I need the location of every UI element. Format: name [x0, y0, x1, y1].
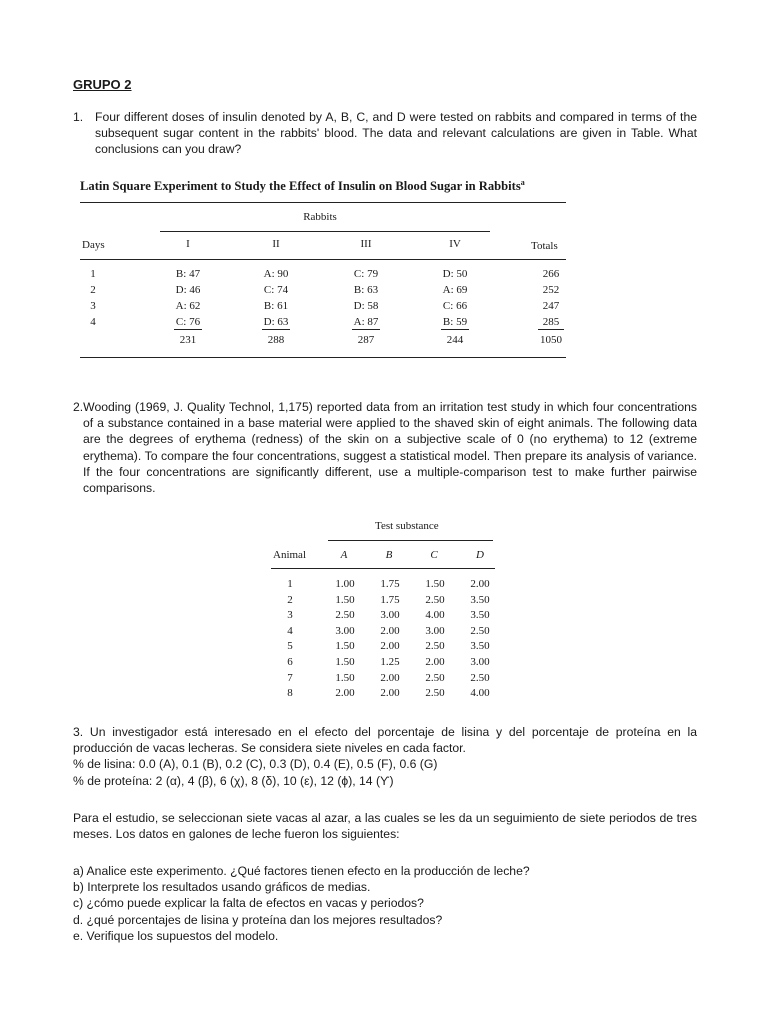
table-2-cell: 1.75: [380, 578, 400, 590]
table-1-header-rule: [80, 259, 566, 260]
table-2-cell: 2.00: [380, 624, 400, 637]
table-2-cell: 2.50: [470, 624, 490, 637]
table-1-cell: A: 90: [263, 268, 289, 280]
table-2-cell: 2.00: [470, 578, 490, 590]
table-1-day: 1: [90, 268, 96, 280]
table-2-group-rule: [328, 540, 493, 541]
table-1-cell: C: 74: [263, 284, 289, 296]
table-1-cell: B: 59: [442, 316, 468, 328]
question-3-item-d: d. ¿qué porcentajes de lisina y proteína dan los mejores resultados?: [73, 912, 443, 927]
table-1-day: 3: [90, 300, 96, 312]
question-3-protein-levels: % de proteína: 2 (α), 4 (β), 6 (χ), 8 (δ), 10 (ε), 12 (ϕ), 14 (ϒ): [73, 773, 394, 788]
table-1-title: [80, 178, 525, 194]
table-1-cell: C: 66: [442, 300, 468, 312]
question-3: [73, 724, 697, 789]
table-1-row-total: 285: [542, 316, 560, 328]
table-1-column-2: [254, 266, 298, 330]
table-2-cell: 3.50: [470, 609, 490, 622]
table-2-animal: 1: [287, 578, 293, 590]
table-2-cell: 2.50: [425, 687, 445, 700]
table-2-cell: 3.00: [335, 624, 355, 637]
table-2-cell: 1.75: [380, 593, 400, 606]
table-2-animal: 4: [287, 624, 293, 637]
table-2-cell: 1.50: [425, 578, 445, 590]
table-2-column-a: [328, 577, 362, 702]
question-3-items: [73, 863, 697, 944]
table-1-row-total: 247: [542, 300, 560, 312]
table-1-col-total-3: 287: [357, 334, 375, 346]
table-2-group-header: Test substance: [375, 520, 439, 532]
table-1-col-header-2: II: [272, 238, 280, 250]
table-1-bottom-rule: [80, 357, 566, 358]
question-1: [73, 109, 697, 158]
table-2-cell: 1.50: [335, 593, 355, 606]
table-1-cell: B: 61: [263, 300, 289, 312]
question-1-text: Four different doses of insulin denoted by A, B, C, and D were tested on rabbits and compared in terms of the subsequent sugar content in the rabbits' blood. The data and relevant calculations are given in Table. What conclusions can you draw?: [95, 110, 697, 157]
table-2-col-header-c: C: [430, 549, 438, 561]
question-2: [73, 399, 697, 496]
table-1-title-footnote-mark: a: [520, 178, 525, 187]
table-1-sum-rule-3: [352, 329, 380, 330]
table-1-cell: A: 69: [442, 284, 468, 296]
table-2-cell: 2.00: [335, 687, 355, 700]
table-2-animal-header: Animal: [273, 549, 306, 561]
table-1-totals-header: Totals: [531, 240, 558, 252]
table-1-cell: D: 50: [442, 268, 468, 280]
table-2-col-header-a: A: [340, 549, 348, 561]
table-2-animal: 7: [287, 671, 293, 684]
table-1-cell: D: 46: [175, 284, 201, 296]
table-1-row-totals: [533, 266, 569, 330]
group-heading: GRUPO 2: [73, 77, 132, 92]
table-2-animal: 8: [287, 687, 293, 700]
table-2-cell: 1.00: [335, 578, 355, 590]
table-1-col-total-1: 231: [179, 334, 197, 346]
table-1-sum-rule-4: [441, 329, 469, 330]
table-2-col-header-b: B: [385, 549, 393, 561]
table-1-title-text: Latin Square Experiment to Study the Effect of Insulin on Blood Sugar in Rabbits: [80, 179, 521, 194]
table-1-cell: C: 79: [353, 268, 379, 280]
table-2-animal-column: [280, 577, 300, 702]
table-1-col-total-4: 244: [446, 334, 464, 346]
table-1-col-total-2: 288: [267, 334, 285, 346]
table-2-cell: 4.00: [425, 609, 445, 622]
table-1-row-total: 266: [542, 268, 560, 280]
table-1-group-header: Rabbits: [303, 211, 337, 223]
question-2-text: 2.Wooding (1969, J. Quality Technol, 1,175) reported data from an irritation test study in which four concentrations of a substance contained in a base material were applied to the shaved skin of eight animals. The following data are the degrees of erythema (redness) of the skin on a subjective scale of 0 (no erythema) to 12 (extreme erythema). To compare the four concentrations, suggest a statistical model. Then prepare its analysis of variance. If the four concentrations are significantly different, use a multiple-comparison test to make further pairwise comparisons.: [73, 400, 697, 496]
table-1-day: 4: [90, 316, 96, 328]
table-1-cell: B: 47: [175, 268, 201, 280]
table-1-cell: B: 63: [353, 284, 379, 296]
table-1-sum-rule-1: [174, 329, 202, 330]
table-2-cell: 3.00: [380, 609, 400, 622]
table-2-cell: 3.50: [470, 593, 490, 606]
table-1-cell: A: 87: [353, 316, 379, 328]
table-2-cell: 2.50: [425, 593, 445, 606]
table-1-cell: C: 76: [175, 316, 201, 328]
question-3-item-b: b) Interprete los resultados usando gráficos de medias.: [73, 880, 371, 895]
table-2-column-d: [463, 577, 497, 702]
table-1-column-1: [166, 266, 210, 330]
table-1-days-column: [82, 266, 104, 330]
table-2-column-c: [418, 577, 452, 702]
table-2-cell: 3.50: [470, 640, 490, 653]
table-1-sum-rule-5: [538, 329, 564, 330]
table-2-cell: 2.50: [425, 671, 445, 684]
question-1-number: 1.: [73, 110, 84, 124]
table-2-column-b: [373, 577, 407, 702]
table-2-animal: 2: [287, 593, 293, 606]
table-2-cell: 2.50: [470, 671, 490, 684]
table-2-cell: 1.50: [335, 655, 355, 668]
table-1-days-header: Days: [82, 239, 105, 251]
table-2-cell: 2.50: [335, 609, 355, 622]
table-2-cell: 4.00: [470, 687, 490, 700]
table-1-group-rule: [160, 231, 490, 232]
table-2-cell: 2.50: [425, 640, 445, 653]
table-2-header-rule: [271, 568, 495, 569]
question-3-item-c: c) ¿cómo puede explicar la falta de efectos en vacas y periodos?: [73, 896, 424, 911]
table-2-animal: 6: [287, 655, 293, 668]
table-2-animal: 5: [287, 640, 293, 653]
table-1-cell: D: 58: [353, 300, 379, 312]
table-1-col-header-3: III: [360, 238, 372, 250]
question-3-item-a: a) Analice este experimento. ¿Qué factores tienen efecto en la producción de leche?: [73, 864, 530, 878]
table-1-row-total: 252: [542, 284, 560, 296]
table-1-top-rule: [80, 202, 566, 203]
question-3-lysine-levels: % de lisina: 0.0 (A), 0.1 (B), 0.2 (C), 0.3 (D), 0.4 (E), 0.5 (F), 0.6 (G): [73, 757, 438, 772]
table-1-day: 2: [90, 284, 96, 296]
question-3-item-e: e. Verifique los supuestos del modelo.: [73, 928, 279, 943]
table-2-cell: 1.25: [380, 655, 400, 668]
table-2-cell: 1.50: [335, 671, 355, 684]
table-2-cell: 3.00: [470, 655, 490, 668]
table-1-col-header-1: I: [186, 238, 190, 250]
question-3-intro: 3. Un investigador está interesado en el efecto del porcentaje de lisina y del porcentaje de proteína en la producción de vacas lecheras. Se considera siete niveles en cada factor.: [73, 725, 697, 756]
table-1-sum-rule-2: [262, 329, 290, 330]
table-2-cell: 2.00: [380, 687, 400, 700]
table-2-cell: 2.00: [425, 655, 445, 668]
table-2-cell: 1.50: [335, 640, 355, 653]
table-1-cell: A: 62: [175, 300, 201, 312]
table-2-animal: 3: [287, 609, 293, 622]
table-2-cell: 2.00: [380, 640, 400, 653]
table-1-column-4: [433, 266, 477, 330]
table-1-grand-total: 1050: [540, 334, 562, 346]
table-2-col-header-d: D: [476, 549, 484, 561]
table-1-col-header-4: IV: [449, 238, 461, 250]
table-1-cell: D: 63: [263, 316, 289, 328]
table-2-cell: 3.00: [425, 624, 445, 637]
table-1-column-3: [344, 266, 388, 330]
table-2-cell: 2.00: [380, 671, 400, 684]
question-3-study-description: Para el estudio, se seleccionan siete vacas al azar, a las cuales se les da un seguimiento de siete periodos de tres meses. Los datos en galones de leche fueron los siguientes:: [73, 811, 697, 842]
